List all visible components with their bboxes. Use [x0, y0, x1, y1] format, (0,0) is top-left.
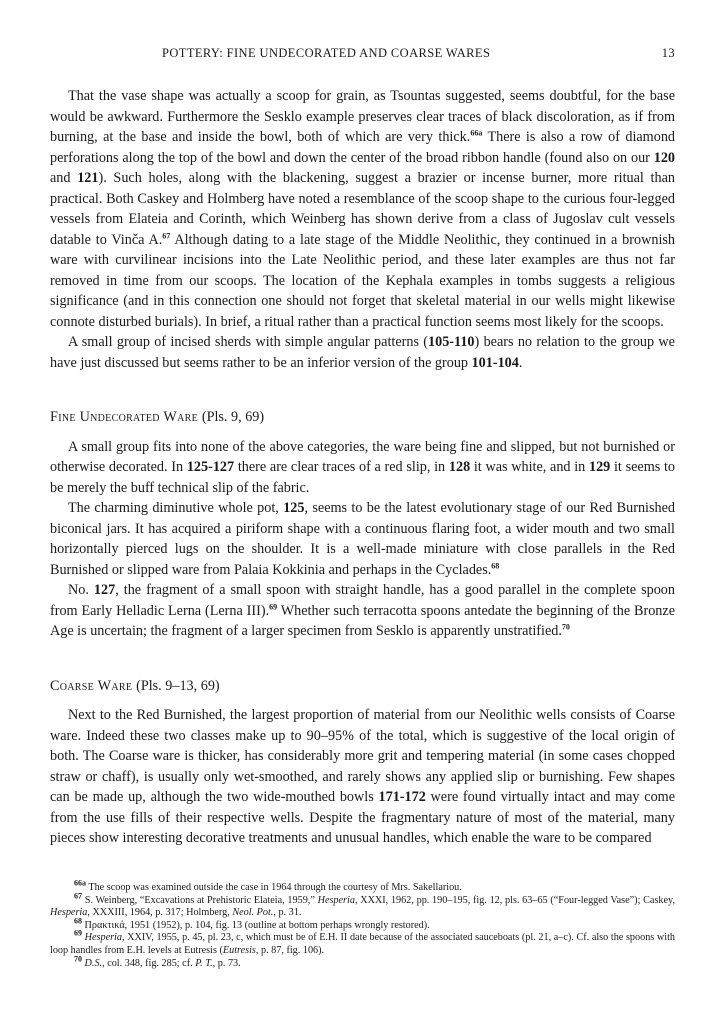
section-heading-plates: (Pls. 9–13, 69)	[136, 677, 220, 694]
page	[50, 46, 675, 849]
section-heading-title: Coarse Ware	[50, 677, 133, 694]
footnote: $^{67}$ S. Weinberg, “Excavations at Prehistoric Elateia, 1959,” Hesperia, XXXI, 1962, pp. 190–195, fig. 12, pls. 63–65 (“Four-legged Vase”); Caskey, Hesperia, XXXIII, 1964, p. 317; Holmberg, Neol. Pot., p. 31.	[50, 891, 675, 919]
footnote: $^{69}$ Hesperia, XXIV, 1955, p. 45, pl. 23, c, which must be of E.H. II date because of the associated sauceboats (pl. 21, a–c). Cf. also the spoons with loop handles from E.H. levels at Eutresis (Eutresis, p. 87, fig. 106).	[50, 928, 675, 956]
section-heading-plates: (Pls. 9, 69)	[201, 409, 265, 425]
section-heading	[50, 407, 675, 428]
footnote: $^{68}$ Πρακτικά, 1951 (1952), p. 104, fig. 13 (outline at bottom perhaps wrongly restored).	[74, 916, 430, 931]
paragraph: Next to the Red Burnished, the largest proportion of material from our Neolithic wells consists of Coarse ware. Indeed these two classes make up to 90–95% of the total, which is suggestive of the local origin of both. The Coarse ware is thicker, has considerably more grit and tempering material (in some cases chopped straw or chaff), is usually only wet-smoothed, and rarely shows any applied slip or burnishing. Few shapes can be made up, although the two wide-mouthed bowls 171-172 were found virtually intact and may come from the use fills of their respective wells. Despite the fragmentary nature of most of the material, many pieces show interesting decorative treatments and unusual handles, which enable the ware to be compared	[50, 707, 675, 846]
paragraph: No. 127, the fragment of a small spoon with straight handle, has a good parallel in the complete spoon from Early Helladic Lerna (Lerna III).$^{69}$ Whether such terracotta spoons antedate the beginning of the Bronze Age is uncertain; the fragment of a larger specimen from Sesklo is apparently unstratified.$^{70}$	[50, 582, 675, 639]
paragraph: The charming diminutive whole pot, 125, seems to be the latest evolutionary stage of our Red Burnished biconical jars. It has acquired a piriform shape with a continuous flaring foot, a wider mouth and two small horizontally pierced lugs on the shoulder. It is a well-made miniature with close parallels in the Red Burnished or slipped ware from Palaia Kokkinia and perhaps in the Cyclades.$^{68}$	[50, 500, 675, 578]
section-heading-title: Fine Undecorated Ware	[50, 409, 198, 425]
paragraph: A small group fits into none of the above categories, the ware being fine and slipped, but not burnished or otherwise decorated. In 125-127 there are clear traces of a red slip, in 128 it was white, and in 129 it seems to be merely the buff technical slip of the fabric.	[50, 438, 675, 496]
section-heading	[50, 676, 675, 697]
body-text	[50, 86, 675, 849]
running-head-title: POTTERY: FINE UNDECORATED AND COARSE WARES	[162, 46, 491, 60]
page-number: 13	[661, 46, 675, 60]
footnote: $^{70}$ D.S., col. 348, fig. 285; cf. P. T., p. 73.	[74, 954, 241, 969]
footnotes	[50, 878, 675, 970]
running-head	[50, 46, 675, 66]
footnote: $^{66a}$ The scoop was examined outside the case in 1964 through the courtesy of Mrs. Sakellariou.	[74, 878, 462, 893]
paragraph: A small group of incised sherds with simple angular patterns (105-110) bears no relation to the group we have just discussed but seems rather to be an inferior version of the group 101-104.	[50, 334, 675, 371]
paragraph: That the vase shape was actually a scoop for grain, as Tsountas suggested, seems doubtful, for the base would be awkward. Furthermore the Sesklo example preserves clear traces of black discoloration, as if from burning, at the base and inside the bowl, both of which are very thick.$^{66a}$ There is also a row of diamond perforations along the top of the bowl and down the center of the broad ribbon handle (found also on our 120 and 121). Such holes, along with the blackening, suggest a brazier or incense burner, more ritual than practical. Both Caskey and Holmberg have noted a resemblance of the scoop shape to the curious four-legged vessels from Elateia and Corinth, which Weinberg has shown derive from a class of Jugoslav cult vessels datable to Vinča A.$^{67}$ Although dating to a late stage of the Middle Neolithic, they continued in a brownish ware with curvilinear incisions into the Late Neolithic period, and these later examples are thus not far removed in time from our scoops. The location of the Kephala examples in tombs suggests a religious significance (and in this connection one should not forget that skeletal material in our wells might likewise connote disturbed burials). In brief, a ritual rather than a practical function seems most likely for the scoops.	[50, 88, 676, 330]
